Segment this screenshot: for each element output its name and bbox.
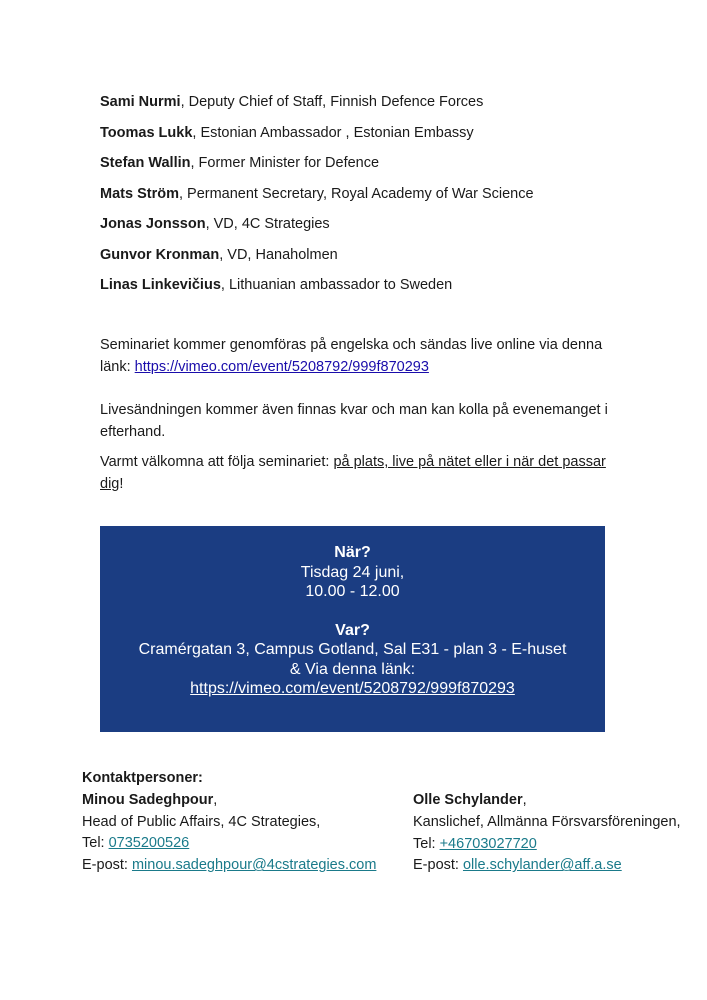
when-heading: När? [334,544,371,561]
contact-block-minou: Kontaktpersoner: Minou Sadeghpour, Head of Public Affairs, 4C Strategies, Tel: 0735200526 E-post: minou.sadeghpour@4cstrategies.com [82,770,377,874]
contact-name: Olle Schylander [413,792,523,808]
speaker-name: Stefan Wallin [100,155,191,171]
speaker-name: Mats Ström [100,185,179,202]
event-info-box [100,526,605,732]
speaker-item [100,243,660,274]
tel-label: Tel: [82,835,109,852]
speaker-name: Jonas Jonsson [100,216,206,232]
contact-email-link[interactable]: minou.sadeghpour@4cstrategies.com [131,857,377,874]
event-time: 10.00 - 12.00 [305,583,400,600]
speaker-item [100,182,660,213]
speaker-name: Sami Nurmi [100,94,181,110]
where-heading: Var? [335,621,370,639]
contacts-heading: Kontaktpersoner: [82,770,203,786]
speaker-role: , Deputy Chief of Staff, Finnish Defence Forces [180,94,484,110]
speaker-item [100,273,660,304]
email-label: E-post: [413,857,463,874]
speaker-role: , Lithuanian ambassador to Sweden [220,277,453,293]
speaker-role: , Estonian Ambassador , Estonian Embassy [192,124,474,141]
event-via-text: & Via denna länk: [289,660,416,678]
welcome-paragraph [100,451,620,495]
welcome-underlined-text: på plats, live på nätet eller i när det passar dig [100,454,606,492]
welcome-text: Varmt välkomna att följa seminariet: [100,454,334,470]
speaker-item [100,90,660,121]
speaker-name: Gunvor Kronman [100,246,220,263]
speaker-item [100,121,660,152]
speaker-item [100,212,660,243]
welcome-end: ! [119,476,124,492]
live-stream-paragraph [100,334,620,378]
contact-title: Head of Public Affairs, 4C Strategies, [82,813,321,830]
speaker-role: , VD, 4C Strategies [205,216,330,232]
speaker-name: Toomas Lukk [100,124,193,141]
event-address: Cramérgatan 3, Campus Gotland, Sal E31 - plan 3 - E-huset [138,641,567,658]
contact-name: Minou Sadeghpour [82,791,214,808]
contact-block-olle: Olle Schylander, Kanslichef, Allmänna Försvarsföreningen, Tel: +46703027720 E-post: olle.schylander@aff.a.se [413,792,681,874]
speaker-role: , Permanent Secretary, Royal Academy of War Science [178,185,534,202]
speaker-name: Linas Linkevičius [100,277,221,293]
event-date: Tisdag 24 juni, [300,563,405,581]
email-label: E-post: [82,857,132,874]
event-vimeo-link[interactable]: https://vimeo.com/event/5208792/999f870293 [190,680,515,697]
speaker-item [100,151,660,182]
vimeo-link[interactable]: https://vimeo.com/event/5208792/999f870293 [134,359,429,375]
speaker-role: , VD, Hanaholmen [219,246,338,263]
live-stream-text: Seminariet kommer genomföras på engelska och sändas live online via denna länk: [100,337,603,375]
speaker-list [100,90,660,304]
contact-email-link[interactable]: olle.schylander@aff.a.se [462,857,622,874]
archive-paragraph: Livesändningen kommer även finnas kvar och man kan kolla på evenemanget i efterhand. [100,402,608,440]
speaker-role: , Former Minister for Defence [190,155,380,171]
contact-phone-link[interactable]: +46703027720 [439,835,537,852]
contact-title: Kanslichef, Allmänna Försvarsföreningen, [413,813,681,830]
tel-label: Tel: [413,835,440,852]
contact-phone-link[interactable]: 0735200526 [108,835,190,852]
